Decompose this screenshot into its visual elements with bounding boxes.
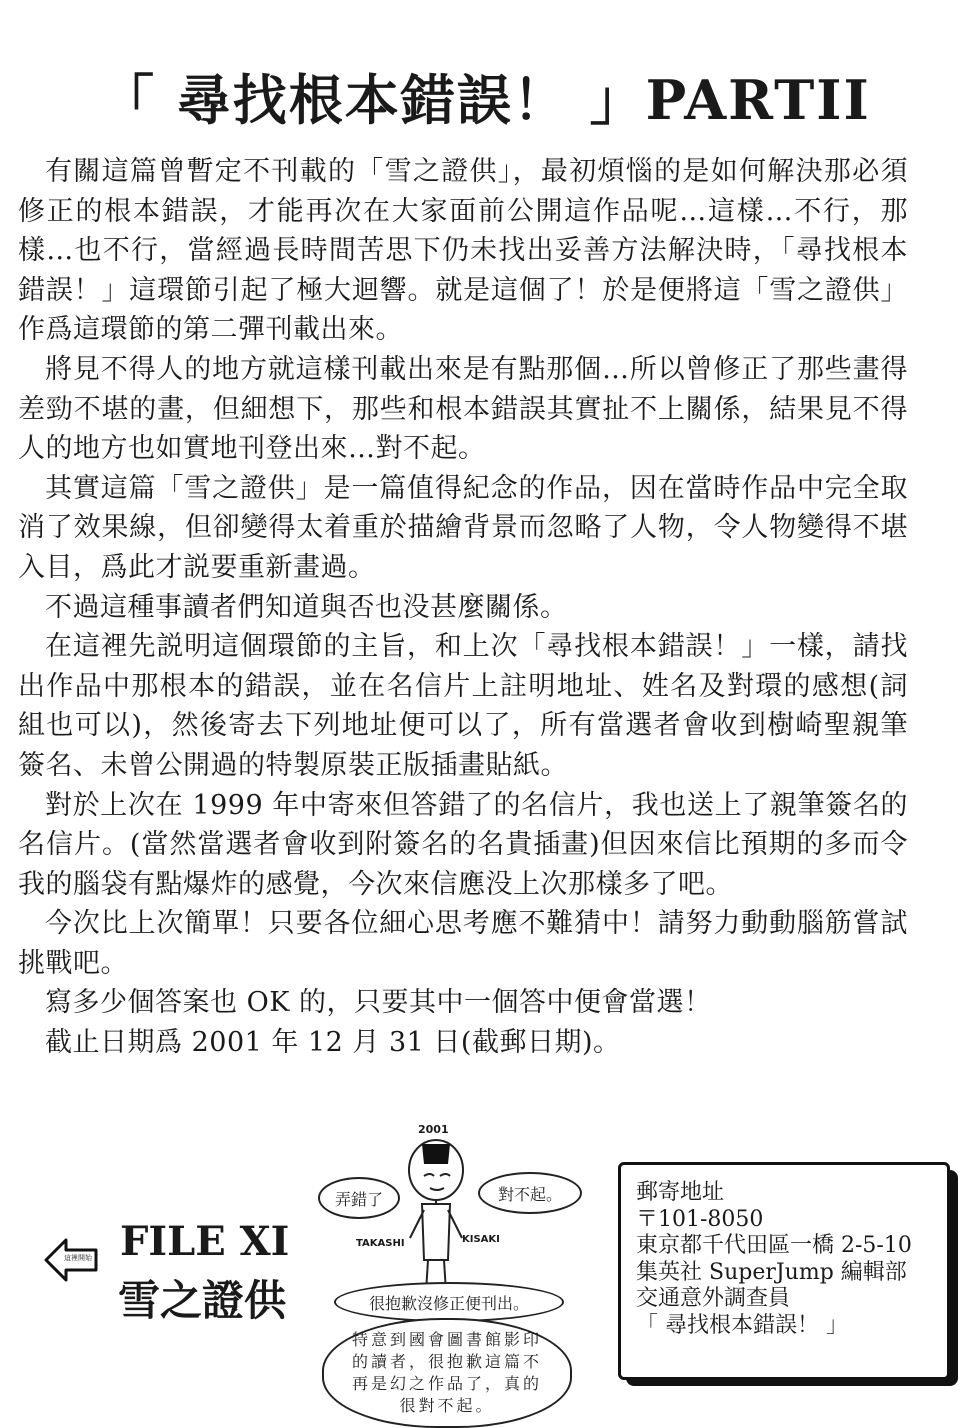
- name-right-label: KISAKI: [462, 1234, 500, 1245]
- arrow-label: 這裡開始: [64, 1254, 92, 1262]
- paragraph: 將見不得人的地方就這樣刊載出來是有點那個…所以曾修正了那些畫得差勁不堪的畫，但細想下，那些和根本錯誤其實扯不上關係，結果見不得人的地方也如實地刊登出來…對不起。: [18, 353, 908, 465]
- name-left-label: TAKASHI: [356, 1238, 405, 1249]
- address-line: 東京都千代田區一橋 2-5-10: [636, 1233, 912, 1258]
- speech-bubble-large-text: 特意到國會圖書館影印的讀者，很抱歉這篇不再是幻之作品了，真的很對不起。: [351, 1330, 542, 1415]
- paragraph: 今次比上次簡單！只要各位細心思考應不難猜中！請努力動動腦筋嘗試挑戰吧。: [18, 908, 908, 979]
- address-line: 交通意外調查員: [636, 1286, 791, 1311]
- speech-bubble-large: [322, 1318, 572, 1428]
- paragraph: 對於上次在 1999 年中寄來但答錯了的名信片，我也送上了親筆簽名的名信片。(當然當選者會收到附簽名的名貴插畫)但因來信比預期的多而令我的腦袋有點爆炸的感覺，今次來信應没上次那樣多了吧。: [18, 789, 908, 900]
- paragraph: 有關這篇曾暫定不刊載的「雪之證供」，最初煩惱的是如何解決那必須修正的根本錯誤，才能再次在大家面前公開這作品呢…這樣…不行，那樣…也不行，當經過長時間苦思下仍未找出妥善方法解決時，「尋找根本錯誤！」這環節引起了極大迴響。就是這個了！於是便將這「雪之證供」作爲這環節的第二彈刊載出來。: [18, 156, 908, 346]
- page-title: 「 尋找根本錯誤！ 」PARTII: [100, 68, 871, 132]
- address-line: 「 尋找根本錯誤！ 」: [636, 1312, 848, 1338]
- address-line: 集英社 SuperJump 編輯部: [636, 1259, 907, 1285]
- address-heading: 郵寄地址: [636, 1180, 725, 1205]
- address-block: [636, 1180, 956, 1339]
- year-label: 2001: [418, 1123, 449, 1136]
- paragraph: 在這裡先説明這個環節的主旨，和上次「尋找根本錯誤！」一樣，請找出作品中那根本的錯誤，並在名信片上註明地址、姓名及對環的感想(詞組也可以)，然後寄去下列地址便可以了，所有當選者會收到樹崎聖親筆簽名、未曾公開過的特製原裝正版插畫貼紙。: [18, 631, 908, 781]
- arrow-left-icon: [44, 1236, 100, 1284]
- address-postcode: 〒101-8050: [636, 1206, 764, 1232]
- paragraph: 寫多少個答案也 OK 的，只要其中一個答中便會當選！: [45, 987, 712, 1019]
- speech-bubble-left: 弄錯了: [318, 1177, 400, 1219]
- speech-bubble-bottom: 很抱歉沒修正便刊出。: [334, 1282, 564, 1322]
- paragraph: 截止日期爲 2001 年 12 月 31 日(截郵日期)。: [45, 1027, 621, 1059]
- paragraph: 其實這篇「雪之證供」是一篇值得紀念的作品，因在當時作品中完全取消了效果線，但卻變得太着重於描繪背景而忽略了人物，令人物變得不堪入目，爲此才説要重新畫過。: [18, 472, 908, 583]
- article-body: [18, 152, 908, 1063]
- file-number: FILE XI: [120, 1218, 290, 1265]
- file-title: 雪之證供: [118, 1276, 287, 1325]
- speech-bubble-right: 對不起。: [478, 1172, 582, 1214]
- paragraph: 不過這種事讀者們知道與否也没甚麼關係。: [45, 591, 568, 623]
